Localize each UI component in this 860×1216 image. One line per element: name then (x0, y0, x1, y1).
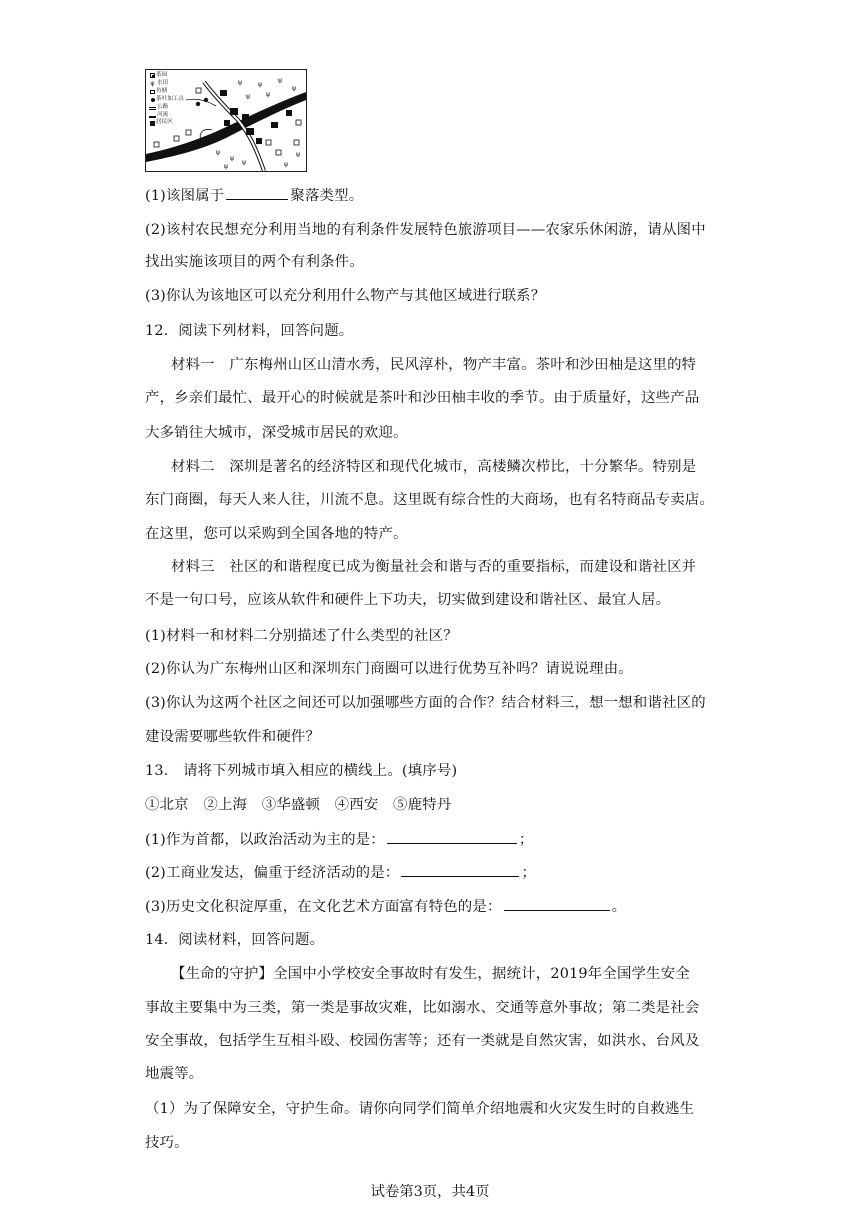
q14-material-line3: 安全事故，包括学生互相斗殴、校园伤害等；还有一类就是自然灾害，如洪水、台风及 (145, 1033, 700, 1049)
svg-text:ψ: ψ (238, 79, 242, 86)
residential-icon (150, 121, 155, 126)
legend-tea-garden: 茶园 (149, 72, 201, 80)
svg-text:ψ: ψ (224, 163, 228, 170)
legend-paddy: ψ 水田 (150, 79, 169, 88)
village-map (145, 69, 307, 172)
q11-part2-line1: (2)该村农民想充分利用当地的有利条件发展特色旅游项目——农家乐休闲游，请从图中 (145, 222, 706, 238)
svg-text:ψ: ψ (230, 155, 234, 162)
q12-material2-line2: 东门商圈，每天人来人往，川流不息。这里既有综合性的大商场，也有名特商品专卖店。 (145, 492, 715, 508)
q11-part3: (3)你认为该地区可以充分利用什么物产与其他区域进行联系？ (145, 288, 546, 304)
q11-answer-blank[interactable] (226, 185, 288, 200)
q12-part2: (2)你认为广东梅州山区和深圳东门商圈可以进行优势互补吗？请说说理由。 (145, 661, 633, 677)
svg-text:ψ: ψ (284, 161, 288, 168)
q12-material2-line1: 材料二 深圳是著名的经济特区和现代化城市，高楼鳞次栉比，十分繁华。特别是 (171, 459, 697, 475)
svg-text:ψ: ψ (296, 151, 300, 158)
q13-answer-blank-1[interactable] (387, 829, 517, 844)
svg-text:ψ: ψ (278, 77, 282, 84)
legend-fish-pond: 鱼塘 (149, 88, 201, 96)
q11-part1: (1)该图属于 聚落类型。 (145, 185, 725, 206)
svg-text:ψ: ψ (246, 93, 250, 100)
q14-part1-line2: 技巧。 (145, 1135, 189, 1151)
legend-tea-factory: 茶叶加工点 (149, 96, 201, 104)
q12-part3-line2: 建设需要哪些软件和硬件？ (145, 729, 321, 745)
q13-title: 13． 请将下列城市填入相应的横线上。(填序号) (145, 763, 458, 779)
q12-part3-line1: (3)你认为这两个社区之间还可以加强哪些方面的合作？结合材料三，想一想和谐社区的 (145, 695, 706, 711)
q13-answer-blank-3[interactable] (504, 896, 610, 911)
tea-factory-icon (151, 98, 155, 102)
q14-material-line2: 事故主要集中为三类，第一类是事故灾难，比如溺水、交通等意外事故；第二类是社会 (145, 1000, 700, 1016)
legend-road: 公路 (149, 104, 201, 112)
svg-text:ψ: ψ (258, 81, 262, 88)
q12-material2-line3: 在这里，您可以采购到全国各地的特产。 (145, 526, 408, 542)
map-legend (149, 72, 201, 127)
q13-answer-blank-2[interactable] (401, 862, 519, 877)
svg-text:ψ: ψ (216, 149, 220, 156)
q14-part1-line1: （1）为了保障安全，守护生命。请你向同学们简单介绍地震和火灾发生时的自救逃生 (145, 1101, 695, 1117)
river-icon (149, 116, 156, 118)
q12-part1: (1)材料一和材料二分别描述了什么类型的社区？ (145, 628, 458, 644)
svg-text:ψ: ψ (266, 91, 270, 98)
q12-material1-line2: 产，乡亲们最忙、最开心的时候就是茶叶和沙田柚丰收的季节。由于质量好，这些产品 (145, 390, 700, 406)
q13-options: ①北京 ②上海 ③华盛顿 ④西安 ⑤鹿特丹 (145, 797, 452, 813)
q14-title: 14．阅读材料，回答问题。 (145, 932, 325, 948)
q13-part1: (1)作为首都，以政治活动为主的是： ； (145, 829, 725, 850)
paddy-field-icon: ψ (150, 80, 155, 88)
q12-material1-line1: 材料一 广东梅州山区山清水秀，民风淳朴，物产丰富。茶叶和沙田柚是这里的特 (171, 357, 697, 373)
svg-text:ψ: ψ (292, 85, 296, 92)
svg-text:ψ: ψ (242, 159, 246, 166)
q12-material3-line1: 材料三 社区的和谐程度已成为衡量社会和谐与否的重要指标，而建设和谐社区并 (171, 559, 697, 575)
q14-material-line4: 地震等。 (145, 1066, 204, 1082)
q12-title: 12．阅读下列材料，回答问题。 (145, 323, 354, 339)
page-footer: 试卷第3页，共4页 (370, 1184, 490, 1200)
legend-residential: 居民区 (149, 119, 201, 127)
tea-garden-icon (150, 73, 155, 78)
legend-river: 河流 (149, 112, 201, 120)
q11-part2-line2: 找出实施该项目的两个有利条件。 (145, 254, 364, 270)
q14-material-line1: 【生命的守护】全国中小学校安全事故时有发生，据统计，2019年全国学生安全 (171, 966, 690, 982)
q12-material3-line2: 不是一句口号，应该从软件和硬件上下功夫，切实做到建设和谐社区、最宜人居。 (145, 592, 671, 608)
fish-pond-icon (150, 90, 155, 94)
q12-material1-line3: 大多销往大城市，深受城市居民的欢迎。 (145, 425, 408, 441)
road-icon (149, 107, 156, 110)
q13-part2: (2)工商业发达，偏重于经济活动的是： ； (145, 862, 725, 883)
q13-part3: (3)历史文化积淀厚重，在文化艺术方面富有特色的是： 。 (145, 896, 725, 917)
